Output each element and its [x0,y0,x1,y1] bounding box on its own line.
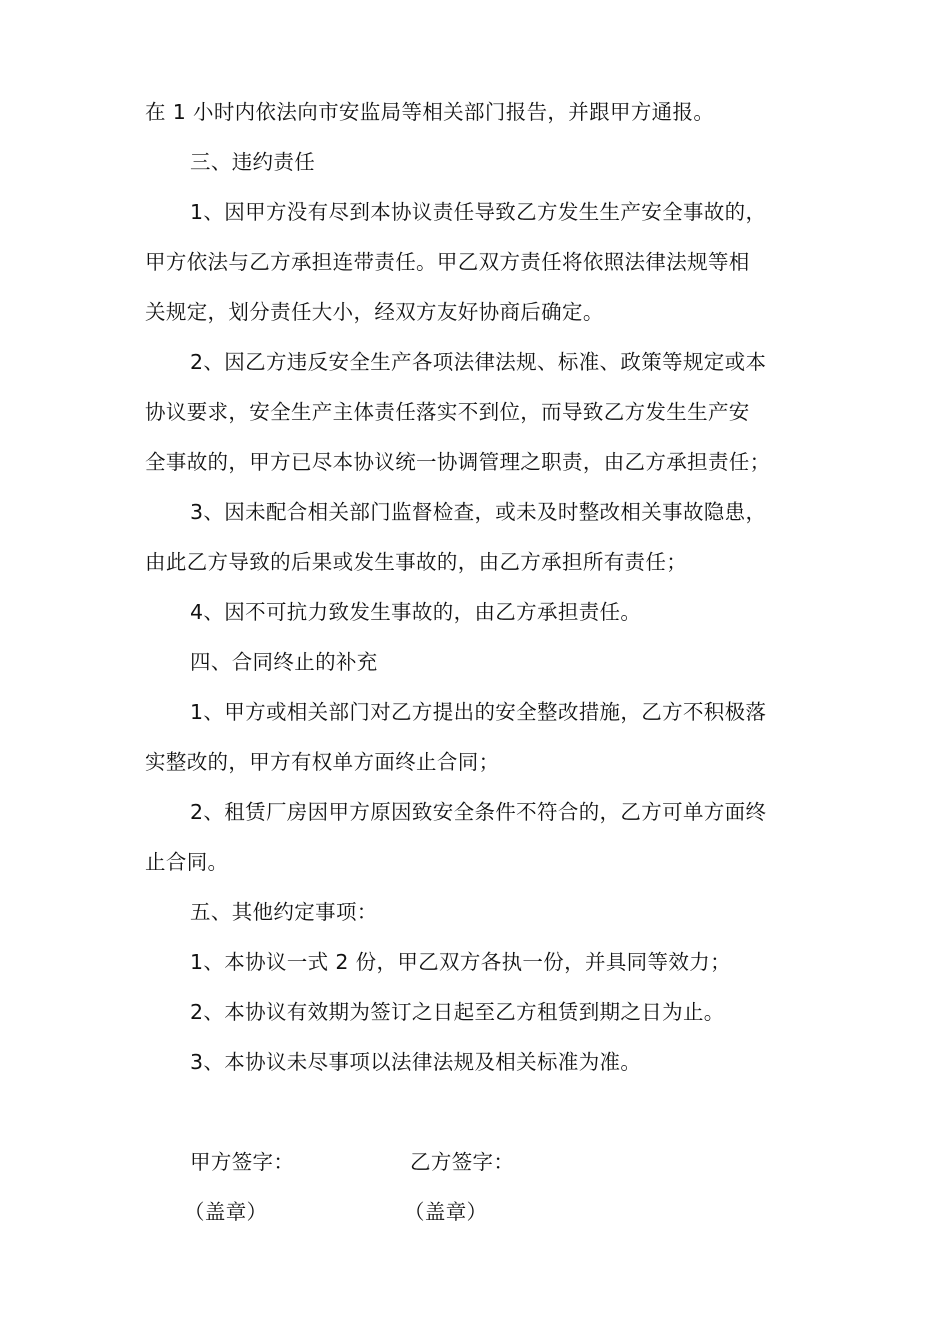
paragraph-line: 全事故的，甲方已尽本协议统一协调管理之职责，由乙方承担责任； [145,450,771,474]
paragraph-line: 协议要求，安全生产主体责任落实不到位，而导致乙方发生生产安 [145,400,750,424]
section-heading-other-terms: 五、其他约定事项： [190,900,378,924]
paragraph-line: 2、租赁厂房因甲方原因致安全条件不符合的，乙方可单方面终 [190,800,767,824]
party-a-seal-label: （盖章） [184,1200,268,1224]
paragraph-line: 2、因乙方违反安全生产各项法律法规、标准、政策等规定或本 [190,350,767,374]
section-heading-breach: 三、违约责任 [190,150,316,174]
paragraph-line: 1、本协议一式 2 份，甲乙双方各执一份，并具同等效力； [190,950,731,974]
paragraph-line: 3、本协议未尽事项以法律法规及相关标准为准。 [190,1050,642,1074]
paragraph-line: 3、因未配合相关部门监督检查，或未及时整改相关事故隐患， [190,500,767,524]
party-a-signature-label: 甲方签字： [190,1150,295,1174]
paragraph-line: 2、本协议有效期为签订之日起至乙方租赁到期之日为止。 [190,1000,725,1024]
paragraph-line: 1、甲方或相关部门对乙方提出的安全整改措施，乙方不积极落 [190,700,767,724]
paragraph-line: 由此乙方导致的后果或发生事故的，由乙方承担所有责任； [145,550,688,574]
paragraph-line: 4、因不可抗力致发生事故的，由乙方承担责任。 [190,600,642,624]
party-b-seal-label: （盖章） [404,1200,488,1224]
paragraph-line: 1、因甲方没有尽到本协议责任导致乙方发生生产安全事故的， [190,200,767,224]
paragraph-line: 止合同。 [145,850,229,874]
paragraph-line: 甲方依法与乙方承担连带责任。甲乙双方责任将依照法律法规等相 [145,250,750,274]
party-b-signature-label: 乙方签字： [410,1150,515,1174]
section-heading-termination: 四、合同终止的补充 [190,650,378,674]
paragraph-line: 实整改的，甲方有权单方面终止合同； [145,750,500,774]
paragraph-line: 在 1 小时内依法向市安监局等相关部门报告，并跟甲方通报。 [145,100,715,124]
paragraph-line: 关规定，划分责任大小，经双方友好协商后确定。 [145,300,604,324]
